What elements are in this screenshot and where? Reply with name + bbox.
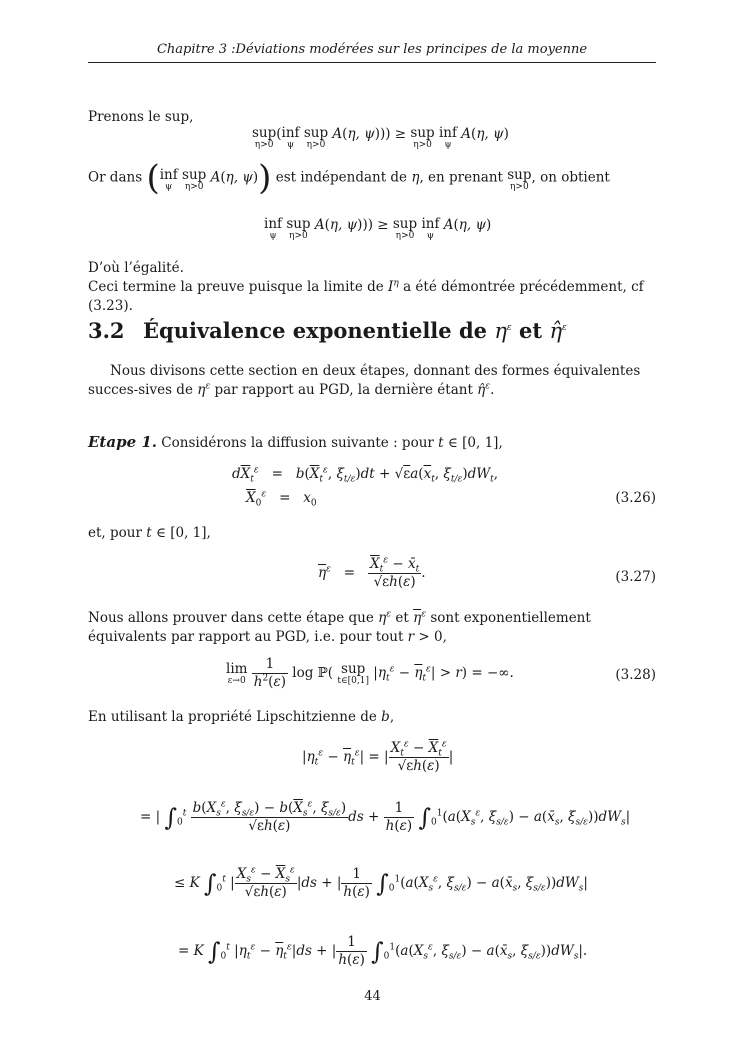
section-title: Équivalence exponentielle de $\eta^\varepsilon$ et η̂$^\varepsilon$ [143,318,567,343]
running-header: Chapitre 3 :Déviations modérées sur les principes de la moyenne [156,42,588,57]
or-dans-prefix: Or dans [88,169,143,186]
text-et-pour: et, pour t ∈ [0, 1], [88,525,211,541]
equation-sup-inf: sup η>0 (inf ψ sup η>0 A(η, ψ))) ≥ sup η>0 inf ψ A(η, ψ) [252,125,509,150]
equation-inf-sup: inf ψ sup η>0 A(η, ψ))) ≥ sup η>0 inf ψ A(η, ψ) [264,216,492,241]
text-dou: D’où l’égalité. [88,260,184,276]
etape1-paragraph: Etape 1. Considérons la diffusion suivante : pour t ∈ [0, 1], [88,433,503,451]
text-ceci: Ceci termine la preuve puisque la limite de $I^\eta$ a été démontrée précédemment, cf (3.23). [88,278,644,314]
text-prouver: Nous allons prouver dans cette étape que $\eta^\varepsilon$ et $\overline{\eta}^\varepsilon$ sont exponentiellement équivalents par rapport au PGD, i.e. pour tout r > 0, [88,609,591,645]
text-prenons: Prenons le sup, [88,109,194,125]
equation-number-3-27: (3.27) [615,569,656,585]
header-rule [88,62,656,63]
equation-number-3-26: (3.26) [615,490,656,506]
equation-3-26-line2: $\overline{X}_0^\varepsilon = x_0$ [246,489,317,509]
equation-3-28: lim ε→0 $\frac{1}{h^2(\varepsilon)}$ log ℙ( sup t∈[0,1] $|\eta_t^\varepsilon - \overline{\eta}_t^\varepsilon| > r$) = −∞. [226,656,514,690]
equation-number-3-28: (3.28) [615,667,656,683]
section-number: 3.2 [88,318,125,343]
text-lipschitz: En utilisant la propriété Lipschitzienne de b, [88,709,395,725]
section-heading [88,318,567,343]
page-number: 44 [364,989,381,1004]
etape1-label: Etape 1. [88,433,157,451]
intro-paragraph: Nous divisons cette section en deux étapes, donnant des formes équivalentes succes-sives de $\eta^\varepsilon$ par rapport au PGD, la dernière étant η̂$^\varepsilon$. [88,363,641,398]
equation-3-27: $\overline{\eta}^\varepsilon$ = $\frac{\overline{X}_t^\varepsilon - x̄_t}{√\varepsilon h(\varepsilon)}$ . [318,555,426,590]
equation-3-26-line1: $d\overline{X}_t^\varepsilon = b(\overline{X}_t^\varepsilon$, $\xi_{t/\varepsilon})dt + √\varepsilon a(\overline{x}_t$, $\xi_{t/\varepsilon})dW_t$, [232,465,499,485]
equation-derivation-3: ≤ K $\int_0^t$ | $\frac{X_s^\varepsilon - \overline{X}_s^\varepsilon}{√\varepsilon h(\varepsilon)}$ |ds + | $\frac{1}{h(\varepsilon)}$ $\int_0^1(a(X_s^\varepsilon$, $\xi_{s/\varepsilon}$) − $a(x̄_s$, $\xi_{s/\varepsilon}))dW_s|$ [174,865,588,900]
equation-derivation-2: = | $\int_0^t$ $\frac{b(X_s^\varepsilon, \xi_{s/\varepsilon}) - b(\overline{X}_s^\varepsilon, \xi_{s/\varepsilon})}{√\varepsilon h(\varepsilon)}$ ds + $\frac{1}{h(\varepsilon)}$ $\int_0^1(a(X_s^\varepsilon$, $\xi_{s/\varepsilon}$) − $a(x̄_s$, $\xi_{s/\varepsilon}))dW_s|$ [140,799,631,834]
text-or-dans: Or dans (inf ψ sup η>0 A(η, ψ)) est indépendant de η, en prenant sup η>0 , on obtient [88,158,610,198]
equation-derivation-4: = K $\int_0^t$ $|\eta_t^\varepsilon - \overline{\eta}_t^\varepsilon|ds$ + | $\frac{1}{h(\varepsilon)}$ $\int_0^1(a(X_s^\varepsilon$, $\xi_{s/\varepsilon}$) − $a(x̄_s$, $\xi_{s/\varepsilon}))dW_s|$. [178,934,588,968]
equation-derivation-1: $|\eta_t^\varepsilon - \overline{\eta}_t^\varepsilon|$ = | $\frac{X_t^\varepsilon - \overline{X}_t^\varepsilon}{√\varepsilon h(\varepsilon)}$ | [302,739,454,774]
